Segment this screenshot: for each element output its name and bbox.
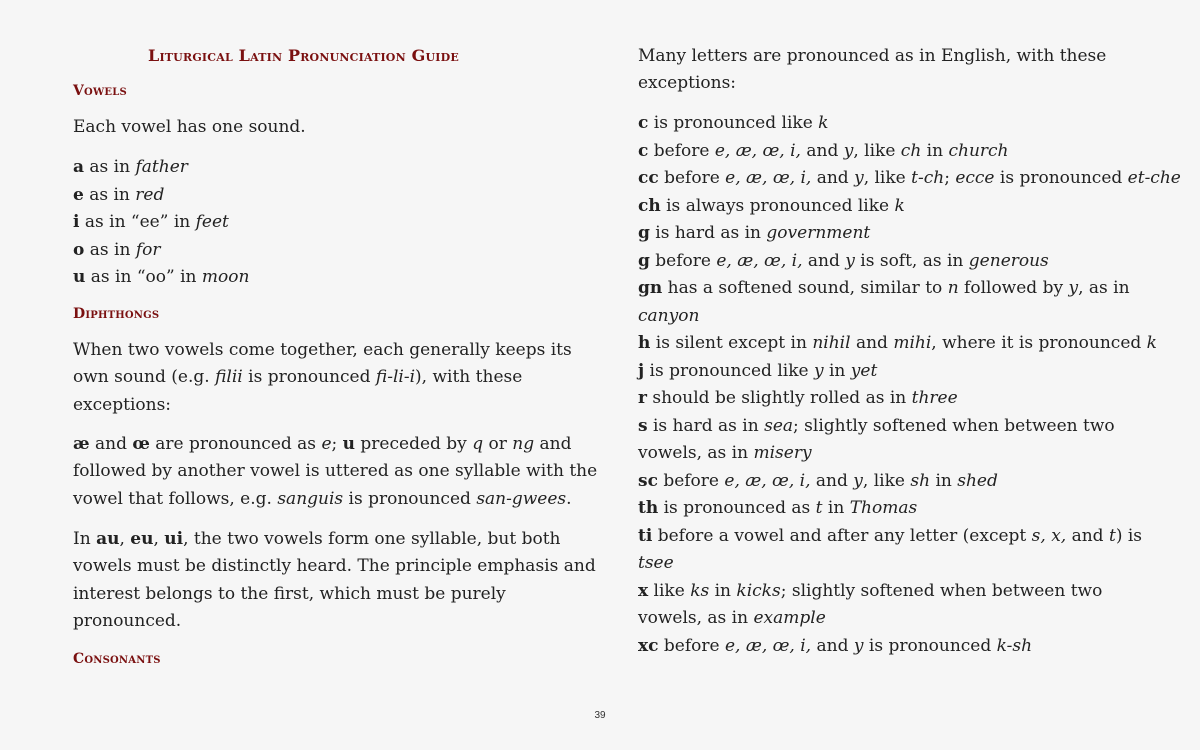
diphthongs-p1-line1: When two vowels come together, each generally keeps its: [73, 340, 572, 360]
page-number: 39: [594, 710, 606, 721]
consonants-intro-line1: Many letters are pronounced as in English, with these: [638, 46, 1107, 66]
diphthongs-p3-line3: interest belongs to the first, which must be purely: [73, 584, 506, 604]
vowels-heading: Vowels: [73, 83, 127, 99]
vowel-item: i as in “ee” in feet: [73, 212, 229, 232]
consonant-line: h is silent except in nihil and mihi, where it is pronounced k: [638, 333, 1157, 353]
vowel-item: u as in “oo” in moon: [73, 267, 250, 287]
consonant-line: c before e, æ, œ, i, and y, like ch in church: [638, 140, 1009, 161]
consonant-line: th is pronounced as t in Thomas: [638, 498, 918, 518]
consonant-line: tsee: [638, 553, 674, 573]
consonant-line: j is pronounced like y in yet: [638, 360, 878, 381]
consonant-line: canyon: [638, 305, 700, 326]
consonant-line: ch is always pronounced like k: [638, 195, 905, 216]
consonant-line: g before e, æ, œ, i, and y is soft, as in generous: [638, 250, 1049, 271]
diphthongs-p3-line2: vowels must be distinctly heard. The principle emphasis and: [73, 556, 596, 576]
diphthongs-p2-line3: vowel that follows, e.g. sanguis is pronounced san-gwees.: [73, 489, 572, 509]
consonant-line: gn has a softened sound, similar to n followed by y, as in: [638, 278, 1130, 298]
consonant-line: r should be slightly rolled as in three: [638, 388, 958, 408]
consonants-intro-line2: exceptions:: [638, 73, 737, 93]
consonant-line: c is pronounced like k: [638, 113, 829, 133]
vowel-item: e as in red: [73, 185, 165, 205]
diphthongs-p2-line1: æ and œ are pronounced as e; u preceded by q or ng and: [73, 434, 572, 454]
consonant-line: cc before e, æ, œ, i, and y, like t-ch; ecce is pronounced et-che: [638, 168, 1181, 188]
diphthongs-p2-line2: followed by another vowel is uttered as one syllable with the: [73, 461, 598, 481]
vowels-intro: Each vowel has one sound.: [73, 117, 306, 137]
diphthongs-p3-line4: pronounced.: [73, 611, 182, 631]
consonant-line: ti before a vowel and after any letter (except s, x, and t) is: [638, 525, 1143, 546]
consonant-line: s is hard as in sea; slightly softened when between two: [638, 415, 1115, 436]
diphthongs-p1-line3: exceptions:: [73, 395, 172, 415]
consonant-line: sc before e, æ, œ, i, and y, like sh in shed: [638, 470, 998, 491]
consonants-heading: Consonants: [73, 651, 161, 667]
diphthongs-p1-line2: own sound (e.g. filii is pronounced fi-li-i), with these: [73, 367, 523, 387]
diphthongs-heading: Diphthongs: [73, 306, 160, 322]
diphthongs-p3-line1: In au, eu, ui, the two vowels form one syllable, but both: [73, 529, 561, 549]
consonant-line: x like ks in kicks; slightly softened when between two: [638, 580, 1103, 601]
consonant-line: vowels, as in misery: [638, 443, 812, 463]
page-title: Liturgical Latin Pronunciation Guide: [148, 46, 459, 65]
consonant-line: vowels, as in example: [638, 608, 826, 628]
vowel-item: o as in for: [73, 240, 161, 260]
vowel-item: a as in father: [73, 157, 188, 177]
consonant-line: g is hard as in government: [638, 223, 871, 243]
consonant-line: xc before e, æ, œ, i, and y is pronounced k-sh: [638, 635, 1033, 656]
